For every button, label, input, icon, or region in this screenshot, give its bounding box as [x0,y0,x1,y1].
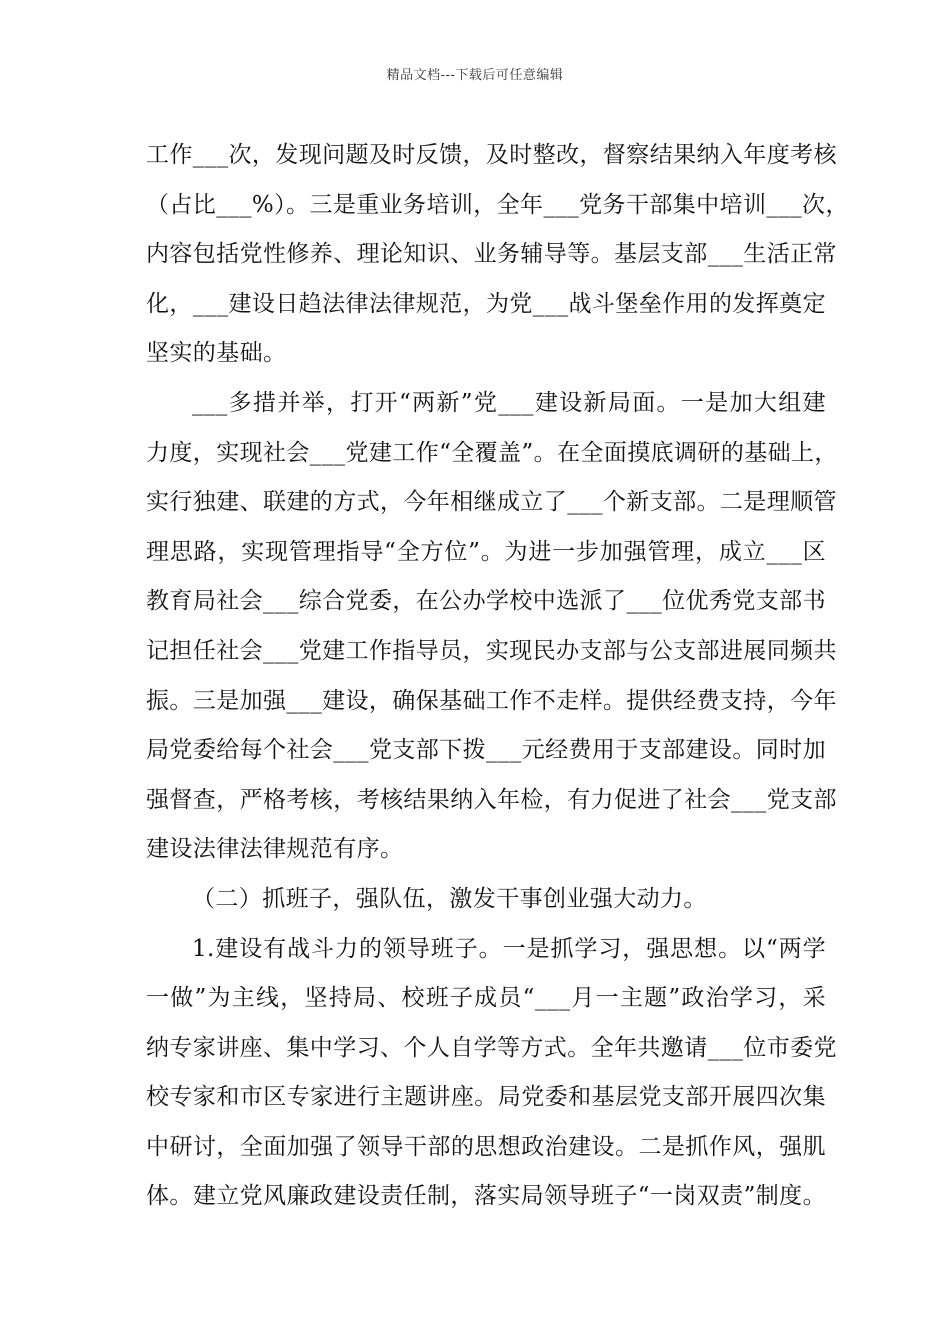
text-line: 工作___次，发现问题及时反馈，及时整改，督察结果纳入年度考核 [146,142,837,168]
text-line: 一做”为主线，坚持局、校班子成员“___月一主题”政治学习，采 [146,985,826,1012]
text-line: 化，___建设日趋法律法律规范，为党___战斗堡垒作用的发挥奠定 [146,290,826,317]
text-line: ___多措并举，打开“两新”党___建设新局面。一是加大组建 [192,389,826,416]
document-body [146,131,849,1222]
text-line: 校专家和市区专家进行主题讲座。局党委和基层党支部开展四次集 [146,1084,826,1111]
text-line: 力度，实现社会___党建工作“全覆盖”。在全面摸底调研的基础上， [146,439,838,466]
text-line: （二）抓班子，强队伍，激发干事创业强大动力。 [192,885,707,912]
text-line: 建设法律法律规范有序。 [146,836,404,863]
text-line: 记担任社会___党建工作指导员，实现民办支部与公支部进展同频共 [146,637,837,664]
text-line: 强督查，严格考核，考核结果纳入年检，有力促进了社会___党支部 [146,786,837,813]
text-line: 1.建设有战斗力的领导班子。一是抓学习，强思想。以“两学 [192,935,826,962]
text-line: 实行独建、联建的方式，今年相继成立了___个新支部。二是理顺管 [146,489,837,516]
text-line: 体。建立党风廉政建设责任制，落实局领导班子“一岗双责”制度。 [146,1183,826,1210]
text-line: 局党委给每个社会___党支部下拨___元经费用于支部建设。同时加 [146,737,826,764]
text-line: 理思路，实现管理指导“全方位”。为进一步加强管理，成立___区 [146,538,826,565]
text-line: 坚实的基础。 [146,340,287,367]
text-line: 振。三是加强___建设，确保基础工作不走样。提供经费支持，今年 [146,687,837,714]
text-line: 内容包括党性修养、理论知识、业务辅导等。基层支部___生活正常 [146,241,837,268]
paragraph [146,925,837,1223]
text-line: 纳专家讲座、集中学习、个人自学等方式。全年共邀请___位市委党 [146,1034,837,1061]
paragraph [146,131,849,379]
text-line: 中研讨，全面加强了领导干部的思想政治建设。二是抓作风，强肌 [146,1133,826,1160]
text-line: 教育局社会___综合党委，在公办学校中选派了___位优秀党支部书 [146,588,826,615]
section-heading [146,875,826,925]
text-line: （占比___%）。三是重业务培训，全年___党务干部集中培训___次， [146,191,849,218]
paragraph [146,379,838,875]
page-header: 精品文档---下载后可任意编辑 [386,68,564,83]
